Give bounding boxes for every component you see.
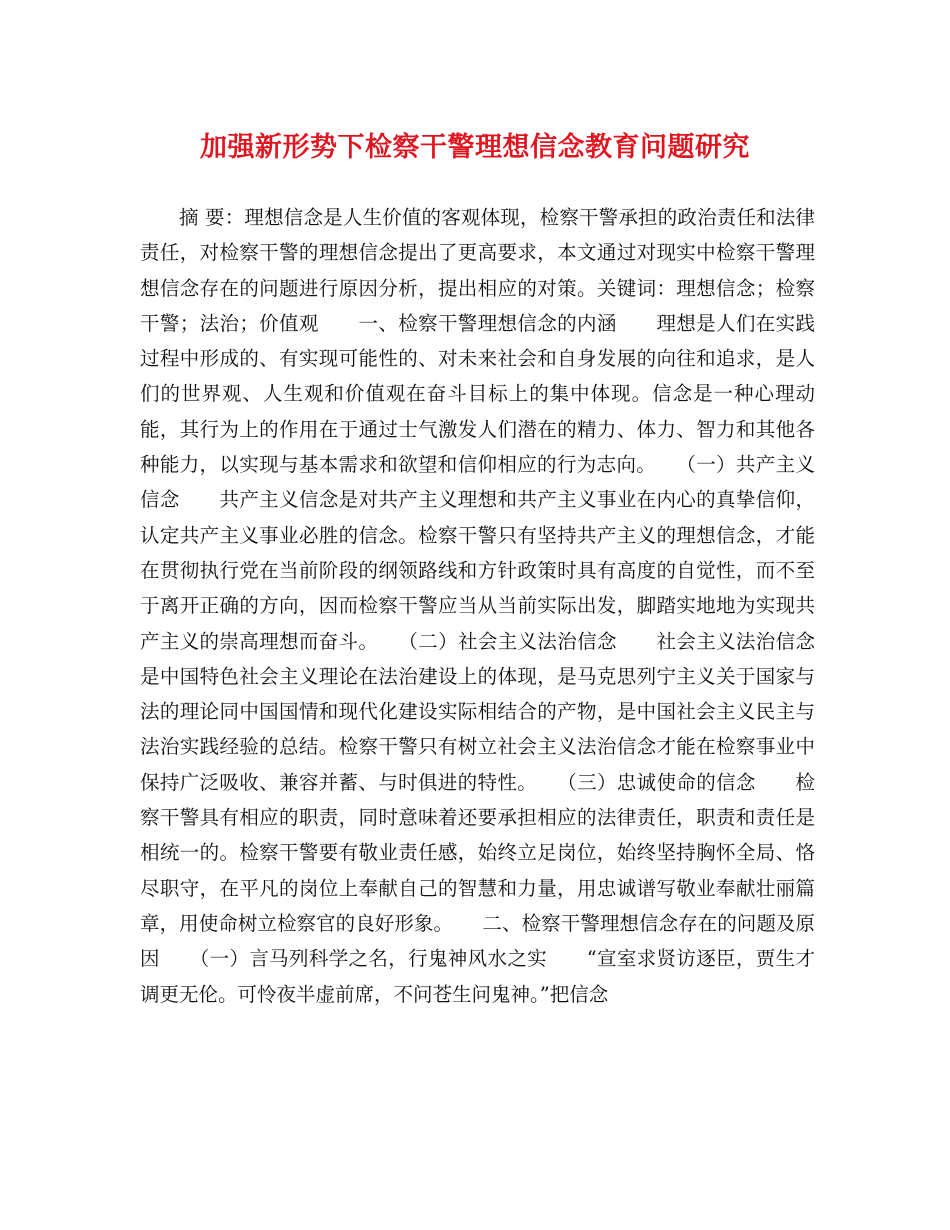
document-title: 加强新形势下检察干警理想信念教育问题研究	[200, 132, 750, 163]
document-body: 摘 要：理想信念是人生价值的客观体现，检察干警承担的政治责任和法律责任，对检察干警的理想信念提出了更高要求，本文通过对现实中检察干警理想信念存在的问题进行原因分析，提出相应的对策。关键词：理想信念；检察干警；法治；价值观 一、检察干警理想信念的内涵 理想是人们在实践过程中形成的、有实现可能性的、对未来社会和自身发展的向往和追求，是人们的世界观、人生观和价值观在奋斗目标上的集中体现。信念是一种心理动能，其行为上的作用在于通过士气激发人们潜在的精力、体力、智力和其他各种能力，以实现与基本需求和欲望和信仰相应的行为志向。 （一）共产主义信念 共产主义信念是对共产主义理想和共产主义事业在内心的真挚信仰，认定共产主义事业必胜的信念。检察干警只有坚持共产主义的理想信念，才能在贯彻执行党在当前阶段的纲领路线和方针政策时具有高度的自觉性，而不至于离开正确的方向，因而检察干警应当从当前实际出发，脚踏实地地为实现共产主义的崇高理想而奋斗。 （二）社会主义法治信念 社会主义法治信念是中国特色社会主义理论在法治建设上的体现，是马克思列宁主义关于国家与法的理论同中国国情和现代化建设实际相结合的产物，是中国社会主义民主与法治实践经验的总结。检察干警只有树立社会主义法治信念才能在检察事业中保持广泛吸收、兼容并蓄、与时俱进的特性。 （三）忠诚使命的信念 检察干警具有相应的职责，同时意味着还要承担相应的法律责任，职责和责任是相统一的。检察干警要有敬业责任感，始终立足岗位，始终坚持胸怀全局、恪尽职守，在平凡的岗位上奉献自己的智慧和力量，用忠诚谱写敬业奉献壮丽篇章，用使命树立检察官的良好形象。 二、检察干警理想信念存在的问题及原因 （一）言马列科学之名，行鬼神风水之实 “宣室求贤访逐臣，贾生才调更无伦。可怜夜半虚前席，不问苍生问鬼神。”把信念	[140, 206, 815, 1006]
